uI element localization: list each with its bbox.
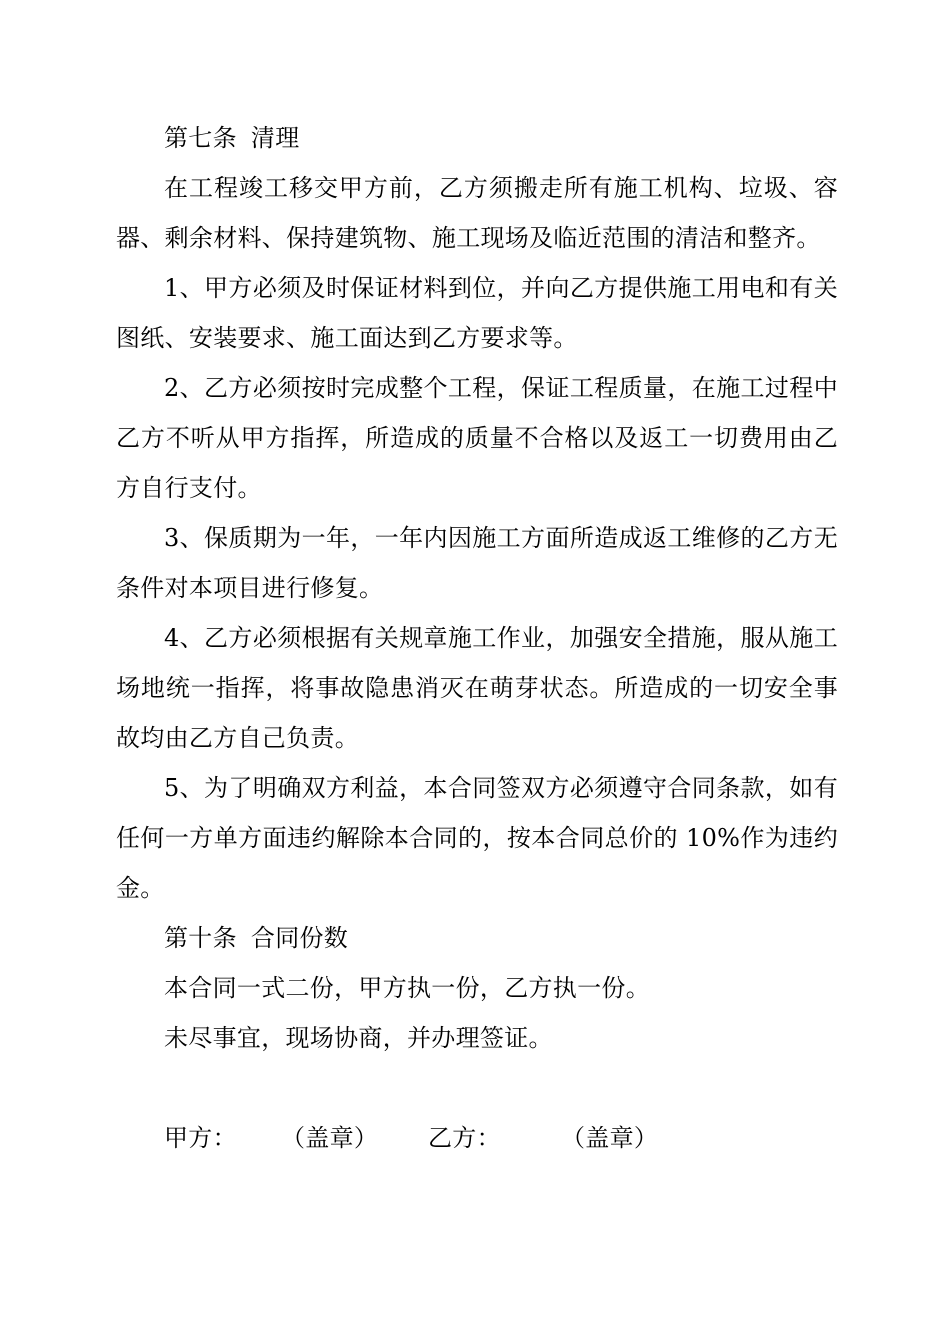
- party-a-label: 甲方：: [164, 1124, 237, 1152]
- article-7-title: 清理: [250, 124, 300, 152]
- blank-line: [116, 1063, 838, 1113]
- article-10-line-1: 本合同一式二份，甲方执一份，乙方执一份。: [164, 974, 650, 1002]
- article-7-number: 第七条: [164, 124, 237, 152]
- clause-4: 4、乙方必须根据有关规章施工作业，加强安全措施，服从施工场地统一指挥，将事故隐患消灭在萌芽状态。所造成的一切安全事故均由乙方自己负责。: [116, 624, 838, 752]
- article-10-heading: [116, 913, 838, 963]
- clause-5: 5、为了明确双方利益，本合同签双方必须遵守合同条款，如有任何一方单方面违约解除本合同的，按本合同总价的 10%作为违约金。: [116, 774, 838, 902]
- party-a-seal: （盖章）: [281, 1124, 379, 1152]
- article-7-heading: [116, 113, 838, 163]
- signature-block: [116, 1113, 838, 1163]
- article-10-title: 合同份数: [250, 924, 349, 952]
- party-b-seal: （盖章）: [561, 1124, 659, 1152]
- article-10-number: 第十条: [164, 924, 237, 952]
- article-7-body: 在工程竣工移交甲方前，乙方须搬走所有施工机构、垃圾、容器、剩余材料、保持建筑物、施工现场及临近范围的清洁和整齐。: [116, 174, 838, 252]
- article-10-line-2: 未尽事宜，现场协商，并办理签证。: [164, 1024, 553, 1052]
- clause-1: 1、甲方必须及时保证材料到位，并向乙方提供施工用电和有关图纸、安装要求、施工面达到乙方要求等。: [116, 274, 838, 352]
- clause-3: 3、保质期为一年，一年内因施工方面所造成返工维修的乙方无条件对本项目进行修复。: [116, 524, 838, 602]
- clause-2: 2、乙方必须按时完成整个工程，保证工程质量，在施工过程中乙方不听从甲方指挥，所造成的质量不合格以及返工一切费用由乙方自行支付。: [116, 374, 838, 502]
- party-b-label: 乙方：: [428, 1124, 501, 1152]
- document-body: [116, 113, 838, 1163]
